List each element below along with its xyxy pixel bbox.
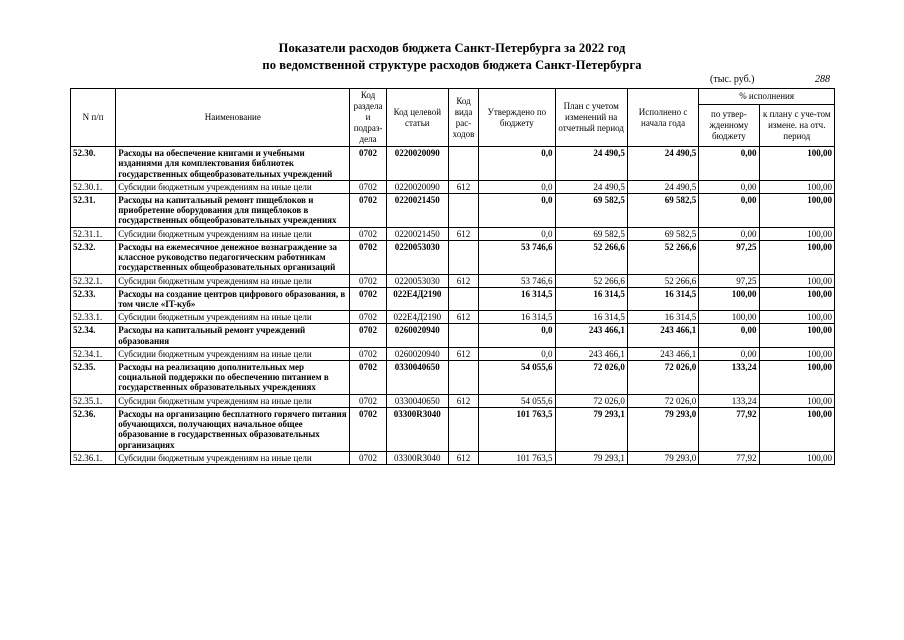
cell-section: 0702 [350,407,386,451]
cell-approved: 0,0 [479,180,555,193]
header-percent-group: % исполнения [699,89,835,105]
cell-approved: 101 763,5 [479,451,555,464]
cell-target: 0220020090 [386,180,448,193]
page-number: 288 [815,74,830,85]
cell-executed: 79 293,0 [627,407,698,451]
cell-executed: 69 582,5 [627,227,698,240]
cell-pct-plan: 100,00 [759,274,834,287]
cell-plan: 24 490,5 [555,180,627,193]
cell-section: 0702 [350,394,386,407]
cell-executed: 69 582,5 [627,193,698,227]
cell-target: 03300R3040 [386,407,448,451]
cell-pct-plan: 100,00 [759,451,834,464]
cell-name: Расходы на организацию бесплатного горячего питания обучающихся, получающих начальное общее образование в государственных образовательных организациях [116,407,350,451]
cell-executed: 72 026,0 [627,394,698,407]
cell-target: 022Е4Д2190 [386,311,448,324]
cell-num: 52.32. [71,240,116,274]
cell-pct-approved: 100,00 [699,287,759,311]
cell-pct-plan: 100,00 [759,147,834,181]
cell-name: Расходы на капитальный ремонт пищеблоков и приобретение оборудования для пищеблоков в государственных общеобразовательных учреждениях [116,193,350,227]
header-row [71,89,835,105]
table-row-main [71,407,835,451]
cell-name: Расходы на реализацию дополнительных мер социальной поддержки по обеспечению питанием в государственных образовательных учреждениях [116,360,350,394]
cell-num: 52.31.1. [71,227,116,240]
cell-target: 0220020090 [386,147,448,181]
table-row-sub [71,311,835,324]
cell-target: 022Е4Д2190 [386,287,448,311]
header-pct-plan: к плану с уче-том измене. на отч. период [759,105,834,147]
cell-approved: 0,0 [479,193,555,227]
cell-plan: 69 582,5 [555,227,627,240]
cell-pct-approved: 0,00 [699,227,759,240]
header-kind: Код вида рас-ходов [448,89,478,147]
cell-name: Субсидии бюджетным учреждениям на иные цели [116,347,350,360]
cell-pct-plan: 100,00 [759,347,834,360]
cell-plan: 79 293,1 [555,451,627,464]
cell-section: 0702 [350,287,386,311]
cell-section: 0702 [350,311,386,324]
cell-name: Расходы на капитальный ремонт учреждений образования [116,324,350,348]
cell-name: Субсидии бюджетным учреждениям на иные цели [116,180,350,193]
table-row-sub [71,227,835,240]
cell-name: Расходы на ежемесячное денежное вознаграждение за классное руководство педагогическим работникам государственных общеобразовательных организаций [116,240,350,274]
cell-executed: 243 466,1 [627,324,698,348]
cell-num: 52.36.1. [71,451,116,464]
cell-plan: 243 466,1 [555,324,627,348]
cell-pct-approved: 133,24 [699,394,759,407]
cell-name: Субсидии бюджетным учреждениям на иные цели [116,311,350,324]
cell-executed: 16 314,5 [627,311,698,324]
table-row-main [71,240,835,274]
cell-pct-approved: 97,25 [699,240,759,274]
cell-kind: 612 [448,227,478,240]
cell-kind [448,147,478,181]
table-row-sub [71,394,835,407]
cell-kind: 612 [448,311,478,324]
cell-approved: 53 746,6 [479,240,555,274]
cell-plan: 69 582,5 [555,193,627,227]
cell-plan: 72 026,0 [555,360,627,394]
cell-pct-approved: 0,00 [699,147,759,181]
cell-executed: 24 490,5 [627,147,698,181]
cell-section: 0702 [350,193,386,227]
cell-approved: 53 746,6 [479,274,555,287]
cell-num: 52.32.1. [71,274,116,287]
cell-section: 0702 [350,227,386,240]
cell-target: 0220053030 [386,274,448,287]
cell-kind [448,193,478,227]
cell-target: 0260020940 [386,324,448,348]
cell-kind [448,240,478,274]
cell-num: 52.30. [71,147,116,181]
cell-executed: 24 490,5 [627,180,698,193]
cell-num: 52.35. [71,360,116,394]
cell-target: 0330040650 [386,360,448,394]
cell-approved: 0,0 [479,324,555,348]
cell-name: Субсидии бюджетным учреждениям на иные цели [116,274,350,287]
cell-plan: 79 293,1 [555,407,627,451]
cell-executed: 16 314,5 [627,287,698,311]
cell-plan: 16 314,5 [555,287,627,311]
cell-num: 52.33. [71,287,116,311]
cell-section: 0702 [350,347,386,360]
cell-executed: 79 293,0 [627,451,698,464]
cell-name: Субсидии бюджетным учреждениям на иные цели [116,227,350,240]
cell-plan: 16 314,5 [555,311,627,324]
cell-num: 52.31. [71,193,116,227]
header-name: Наименование [116,89,350,147]
document-title: Показатели расходов бюджета Санкт-Петербурга за 2022 год [278,41,626,55]
cell-name: Субсидии бюджетным учреждениям на иные цели [116,394,350,407]
cell-section: 0702 [350,360,386,394]
cell-pct-plan: 100,00 [759,287,834,311]
cell-approved: 54 055,6 [479,360,555,394]
cell-approved: 16 314,5 [479,311,555,324]
cell-plan: 52 266,6 [555,274,627,287]
cell-kind: 612 [448,180,478,193]
cell-pct-plan: 100,00 [759,360,834,394]
table-row-sub [71,451,835,464]
cell-plan: 243 466,1 [555,347,627,360]
table-row-main [71,324,835,348]
table-row-main [71,193,835,227]
cell-pct-approved: 77,92 [699,407,759,451]
cell-target: 03300R3040 [386,451,448,464]
cell-pct-plan: 100,00 [759,180,834,193]
cell-pct-approved: 0,00 [699,324,759,348]
header-section: Код раздела и подраз-дела [350,89,386,147]
cell-section: 0702 [350,324,386,348]
cell-pct-plan: 100,00 [759,227,834,240]
cell-num: 52.36. [71,407,116,451]
cell-approved: 0,0 [479,347,555,360]
cell-pct-approved: 97,25 [699,274,759,287]
cell-pct-plan: 100,00 [759,394,834,407]
header-plan: План с учетом изменений на отчетный период [555,89,627,147]
cell-executed: 52 266,6 [627,274,698,287]
cell-num: 52.30.1. [71,180,116,193]
cell-plan: 52 266,6 [555,240,627,274]
cell-num: 52.34. [71,324,116,348]
cell-kind [448,360,478,394]
units-label: (тыс. руб.) [710,74,755,85]
cell-kind [448,324,478,348]
cell-executed: 52 266,6 [627,240,698,274]
cell-pct-approved: 100,00 [699,311,759,324]
budget-table [70,88,835,465]
cell-pct-approved: 77,92 [699,451,759,464]
cell-pct-plan: 100,00 [759,240,834,274]
cell-plan: 72 026,0 [555,394,627,407]
cell-num: 52.35.1. [71,394,116,407]
header-approved: Утверждено по бюджету [479,89,555,147]
document-subtitle: по ведомственной структуре расходов бюджета Санкт-Петербурга [262,58,642,72]
cell-pct-plan: 100,00 [759,407,834,451]
cell-pct-plan: 100,00 [759,324,834,348]
header-num: N п/п [71,89,116,147]
table-row-main [71,287,835,311]
cell-pct-approved: 0,00 [699,347,759,360]
header-target: Код целевой статьи [386,89,448,147]
cell-num: 52.34.1. [71,347,116,360]
cell-approved: 101 763,5 [479,407,555,451]
table-row-main [71,147,835,181]
cell-section: 0702 [350,451,386,464]
table-row-main [71,360,835,394]
cell-pct-approved: 133,24 [699,360,759,394]
cell-target: 0330040650 [386,394,448,407]
cell-approved: 0,0 [479,227,555,240]
cell-name: Расходы на создание центров цифрового образования, в том числе «IT-куб» [116,287,350,311]
cell-section: 0702 [350,147,386,181]
header-pct-approved: по утвер-жденному бюджету [699,105,759,147]
cell-approved: 54 055,6 [479,394,555,407]
cell-section: 0702 [350,240,386,274]
cell-name: Субсидии бюджетным учреждениям на иные цели [116,451,350,464]
table-row-sub [71,347,835,360]
cell-kind [448,287,478,311]
cell-target: 0220053030 [386,240,448,274]
cell-num: 52.33.1. [71,311,116,324]
cell-approved: 16 314,5 [479,287,555,311]
cell-executed: 72 026,0 [627,360,698,394]
cell-pct-plan: 100,00 [759,311,834,324]
cell-section: 0702 [350,180,386,193]
cell-target: 0220021450 [386,193,448,227]
cell-target: 0220021450 [386,227,448,240]
table-body [71,147,835,465]
cell-kind: 612 [448,451,478,464]
cell-target: 0260020940 [386,347,448,360]
cell-section: 0702 [350,274,386,287]
cell-plan: 24 490,5 [555,147,627,181]
cell-kind [448,407,478,451]
cell-approved: 0,0 [479,147,555,181]
cell-pct-plan: 100,00 [759,193,834,227]
cell-kind: 612 [448,347,478,360]
table-row-sub [71,180,835,193]
cell-kind: 612 [448,394,478,407]
table-row-sub [71,274,835,287]
cell-executed: 243 466,1 [627,347,698,360]
cell-name: Расходы на обеспечение книгами и учебными изданиями для комплектования библиотек государственных общеобразовательных учреждений [116,147,350,181]
header-executed: Исполнено с начала года [627,89,698,147]
cell-kind: 612 [448,274,478,287]
cell-pct-approved: 0,00 [699,180,759,193]
cell-pct-approved: 0,00 [699,193,759,227]
